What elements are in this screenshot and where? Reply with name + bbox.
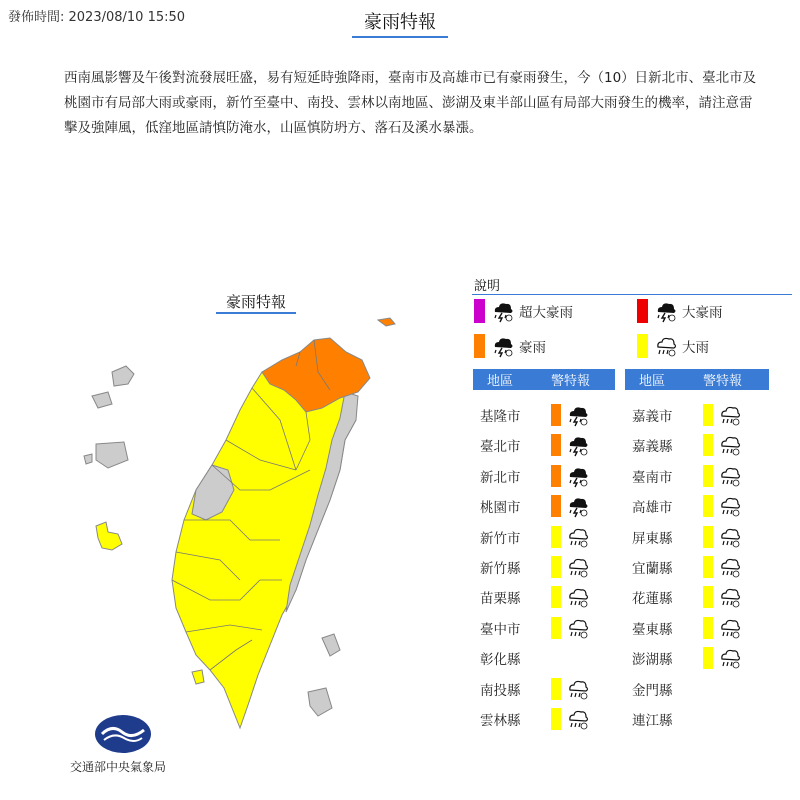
map-island-kinmen-b (92, 392, 112, 408)
rain-cloud-icon (718, 403, 742, 427)
region-name: 臺北市 (480, 439, 521, 456)
warning-level-swatch (551, 708, 561, 730)
thunder-rain-cloud-icon (566, 464, 590, 488)
region-name: 嘉義縣 (632, 439, 673, 456)
warning-level-swatch (551, 404, 561, 426)
map-island-kinmen-d (84, 454, 92, 464)
thunder-rain-cloud-icon (654, 299, 678, 323)
table-row[interactable] (480, 494, 610, 518)
warning-level-swatch (551, 465, 561, 487)
header-region: 地區 (487, 374, 514, 389)
table-row[interactable] (480, 464, 610, 488)
region-name: 基隆市 (480, 409, 521, 425)
header-warning: 警特報 (703, 374, 743, 389)
region-name: 連江縣 (632, 713, 673, 729)
thunder-rain-cloud-icon (491, 334, 515, 358)
map-island-matsu[interactable] (378, 318, 395, 326)
region-name: 新竹縣 (480, 561, 521, 577)
rain-cloud-icon (718, 525, 742, 549)
rain-cloud-icon (566, 585, 590, 609)
table-row[interactable] (632, 677, 762, 701)
region-name: 苗栗縣 (480, 591, 521, 608)
warning-level-swatch (551, 526, 561, 548)
region-name: 臺東縣 (632, 621, 673, 638)
warning-level-swatch (703, 556, 713, 578)
table-row[interactable] (632, 646, 762, 670)
warning-level-swatch (551, 586, 561, 608)
table-row[interactable] (480, 555, 610, 579)
table-row[interactable] (632, 585, 762, 609)
warning-level-swatch (551, 495, 561, 517)
region-name: 新竹市 (480, 530, 521, 547)
map-island-penghu[interactable] (96, 522, 122, 550)
rain-cloud-icon (566, 616, 590, 640)
warning-level-swatch (551, 678, 561, 700)
table-row[interactable] (480, 525, 610, 549)
region-name: 高雄市 (632, 500, 673, 517)
page-title: 豪雨特報 (364, 12, 436, 33)
map-island-kinmen-a (112, 366, 134, 386)
table-row[interactable] (632, 433, 762, 457)
thunder-rain-cloud-icon (566, 403, 590, 427)
table-header-right (625, 369, 769, 390)
table-row[interactable] (632, 555, 762, 579)
legend-swatch (637, 334, 648, 358)
map-island-liuqiu (192, 670, 204, 684)
region-name: 屏東縣 (632, 530, 673, 547)
warning-level-swatch (551, 617, 561, 639)
table-row[interactable] (632, 525, 762, 549)
rain-cloud-icon (566, 707, 590, 731)
header-region: 地區 (639, 374, 666, 389)
rain-cloud-icon (566, 555, 590, 579)
region-name: 嘉義市 (632, 409, 673, 425)
taiwan-warning-map (80, 310, 420, 730)
legend-item-heavy (474, 334, 546, 358)
rain-cloud-icon (718, 494, 742, 518)
rain-cloud-icon (566, 525, 590, 549)
agency-name: 交通部中央氣象局 (70, 760, 167, 774)
region-name: 金門縣 (632, 682, 673, 699)
table-row[interactable] (480, 403, 610, 427)
region-name: 彰化縣 (480, 652, 521, 669)
thunder-rain-cloud-icon (566, 494, 590, 518)
legend-item-super-torrential (474, 299, 573, 323)
table-row[interactable] (632, 464, 762, 488)
table-row[interactable] (480, 677, 610, 701)
cwb-logo-icon (94, 714, 152, 754)
legend-swatch (474, 334, 485, 358)
rain-cloud-icon (718, 616, 742, 640)
legend-item-extremely-heavy (637, 299, 723, 323)
issue-time: 發佈時間: 2023/08/10 15:50 (8, 10, 186, 25)
thunder-rain-cloud-icon (491, 299, 515, 323)
warning-level-swatch (703, 617, 713, 639)
legend-label: 豪雨 (519, 340, 546, 356)
legend-item-rain (637, 334, 709, 358)
warning-level-swatch (551, 434, 561, 456)
rain-cloud-icon (718, 433, 742, 457)
table-header-left (473, 369, 615, 390)
warning-level-swatch (551, 556, 561, 578)
table-row[interactable] (480, 616, 610, 640)
region-name: 宜蘭縣 (632, 561, 673, 577)
map-title: 豪雨特報 (225, 293, 286, 311)
legend-title: 說明 (474, 279, 501, 294)
warning-level-swatch (703, 586, 713, 608)
table-row[interactable] (632, 707, 762, 731)
rain-cloud-icon (718, 555, 742, 579)
thunder-rain-cloud-icon (566, 433, 590, 457)
warning-level-swatch (703, 526, 713, 548)
rain-cloud-icon (654, 334, 678, 358)
table-row[interactable] (480, 585, 610, 609)
rain-cloud-icon (718, 646, 742, 670)
region-name: 雲林縣 (480, 713, 521, 729)
legend-swatch (637, 299, 648, 323)
legend-label: 大雨 (682, 340, 709, 356)
table-row[interactable] (632, 616, 762, 640)
map-island-orchid (308, 688, 332, 716)
table-row[interactable] (632, 403, 762, 427)
warning-level-swatch (703, 434, 713, 456)
table-row[interactable] (480, 433, 610, 457)
warning-description: 西南風影響及午後對流發展旺盛，易有短延時強降雨，臺南市及高雄市已有豪雨發生，今（10）日新北市、臺北市及桃園市有局部大雨或豪雨，新竹至臺中、南投、雲林以南地區、澎湖及東半部山區有局部大雨發生的機率，請注意雷擊及強陣風，低窪地區請慎防淹水，山區慎防坍方、落石及溪水暴漲。 (64, 70, 757, 136)
legend-rule (472, 294, 792, 295)
warning-level-swatch (703, 647, 713, 669)
header-warning: 警特報 (551, 374, 591, 389)
table-row[interactable] (632, 494, 762, 518)
rain-cloud-icon (718, 585, 742, 609)
table-row[interactable] (480, 646, 610, 670)
warning-level-swatch (703, 404, 713, 426)
region-name: 花蓮縣 (632, 591, 673, 608)
title-underline (352, 36, 448, 38)
legend-label: 超大豪雨 (519, 305, 573, 321)
region-name: 臺南市 (632, 469, 673, 486)
map-island-kinmen-c (96, 442, 128, 468)
rain-cloud-icon (718, 464, 742, 488)
region-name: 臺中市 (480, 621, 521, 638)
region-name: 澎湖縣 (632, 652, 673, 669)
legend-label: 大豪雨 (682, 305, 723, 321)
warning-level-swatch (703, 495, 713, 517)
warning-level-swatch (703, 465, 713, 487)
region-name: 南投縣 (480, 682, 521, 699)
table-row[interactable] (480, 707, 610, 731)
rain-cloud-icon (566, 677, 590, 701)
legend-swatch (474, 299, 485, 323)
map-island-green (322, 634, 340, 656)
region-name: 新北市 (480, 469, 521, 486)
region-name: 桃園市 (480, 500, 521, 517)
